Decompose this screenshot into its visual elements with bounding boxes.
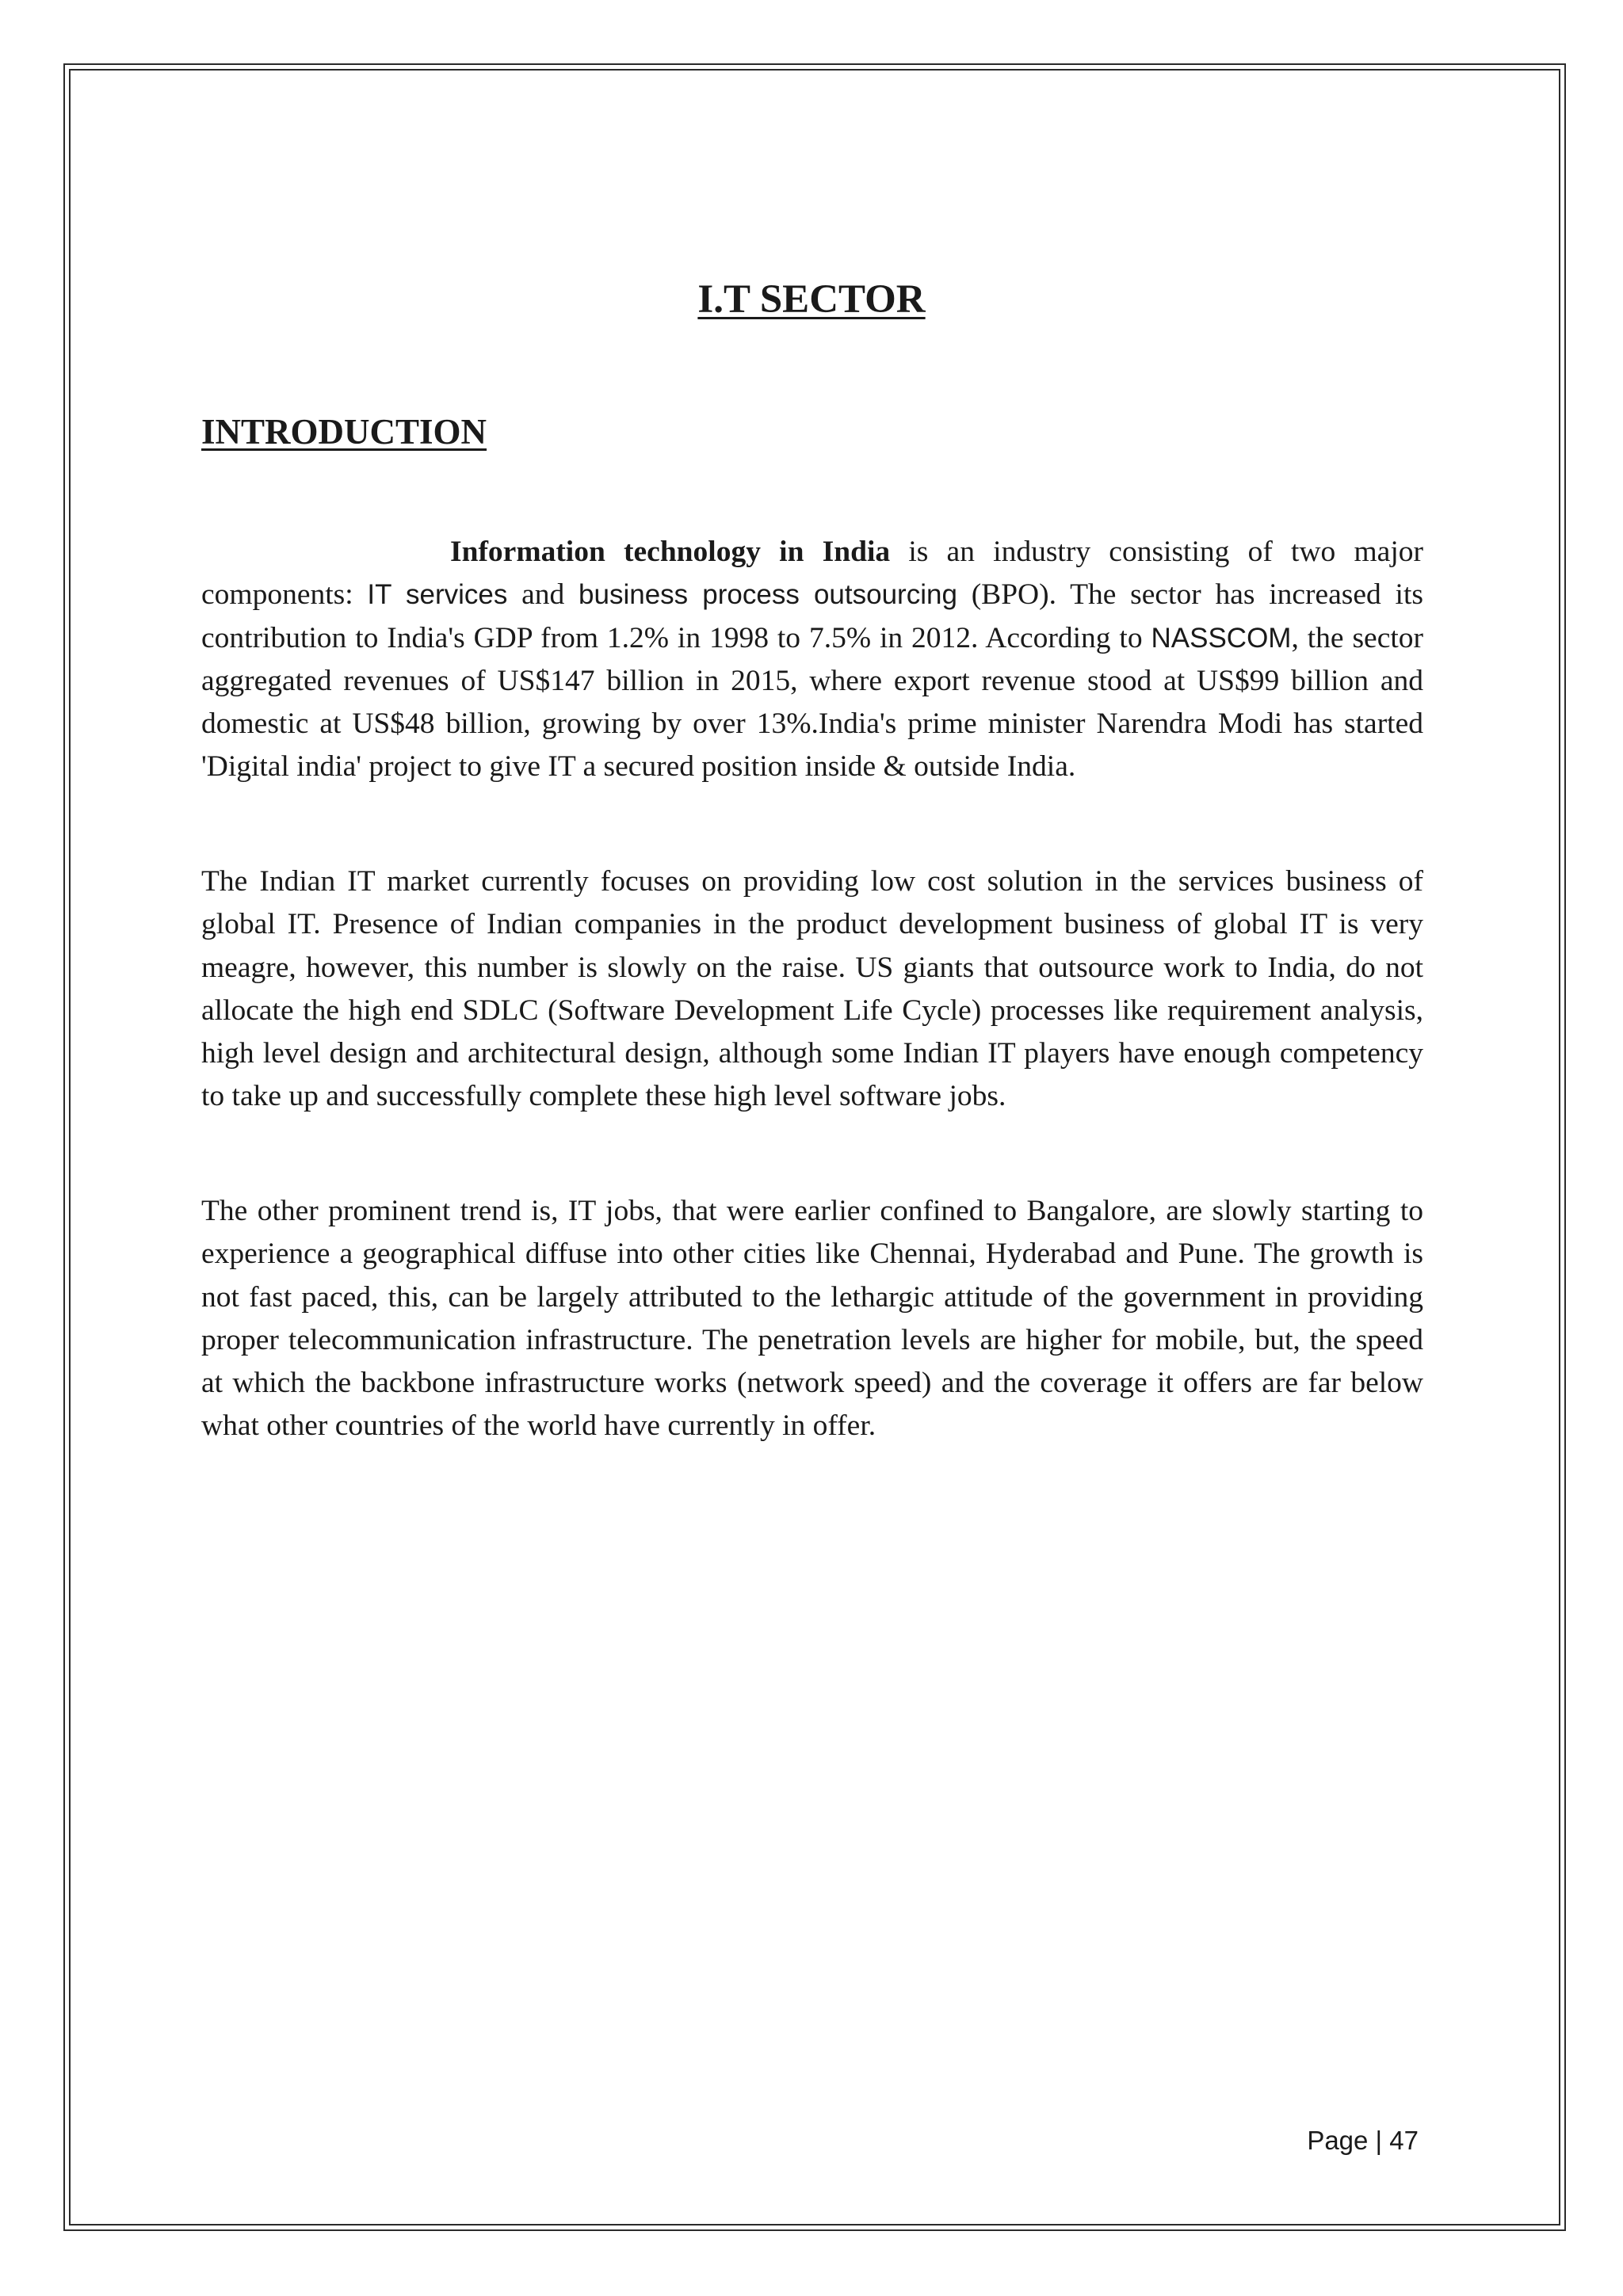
term-it-services: IT services [367,579,508,611]
term-business-process-outsourcing: business process outsourcing [579,579,957,611]
paragraph-2: The Indian IT market currently focuses on providing low cost solution in the services business of global IT. Presence of Indian companies in the product development business of global IT is very meagre, however, this number is slowly on the raise. US giants that outsource work to India, do not allocate the high end SDLC (Software Development Life Cycle) processes like requirement analysis, high level design and architectural design, although some Indian IT players have enough competency to take up and successfully complete these high level software jobs. [201,865,1423,1113]
section-heading-introduction: INTRODUCTION [201,412,487,452]
paragraph-1-text-c: (BPO). The sector has increased its contribution to India's GDP from 1.2% in 1998 to 7.5% in 2012. According to [201,578,1423,654]
page-title-text: I.T SECTOR [697,277,926,322]
paragraph-1-text-a: is an industry consisting of two major components: [201,536,1423,612]
paragraph-1 [201,531,1423,789]
page-title [0,276,1623,323]
paragraph-1-lead: Information technology in India [450,536,891,568]
paragraph-3: The other prominent trend is, IT jobs, that were earlier confined to Bangalore, are slowly starting to experience a geographical diffuse into other cities like Chennai, Hyderabad and Pune. The growth is not fast paced, this, can be largely attributed to the lethargic attitude of the government in providing proper telecommunication infrastructure. The penetration levels are higher for mobile, but, the speed at which the backbone infrastructure works (network speed) and the coverage it offers are far below what other countries of the world have currently in offer. [201,1195,1423,1443]
paragraph-1-text-b: and [507,578,579,612]
page-number: Page | 47 [1307,2126,1419,2155]
paragraph-1-text-d: , the sector aggregated revenues of US$147 billion in 2015, where export revenue stood at US$99 billion and domestic at US$48 billion, growing by over 13%.India's prime minister Narendra Modi has started 'Digital india' project to give IT a secured position inside & outside India. [201,621,1423,784]
page-border-inner [69,69,1560,2225]
term-nasscom: NASSCOM [1151,622,1292,654]
